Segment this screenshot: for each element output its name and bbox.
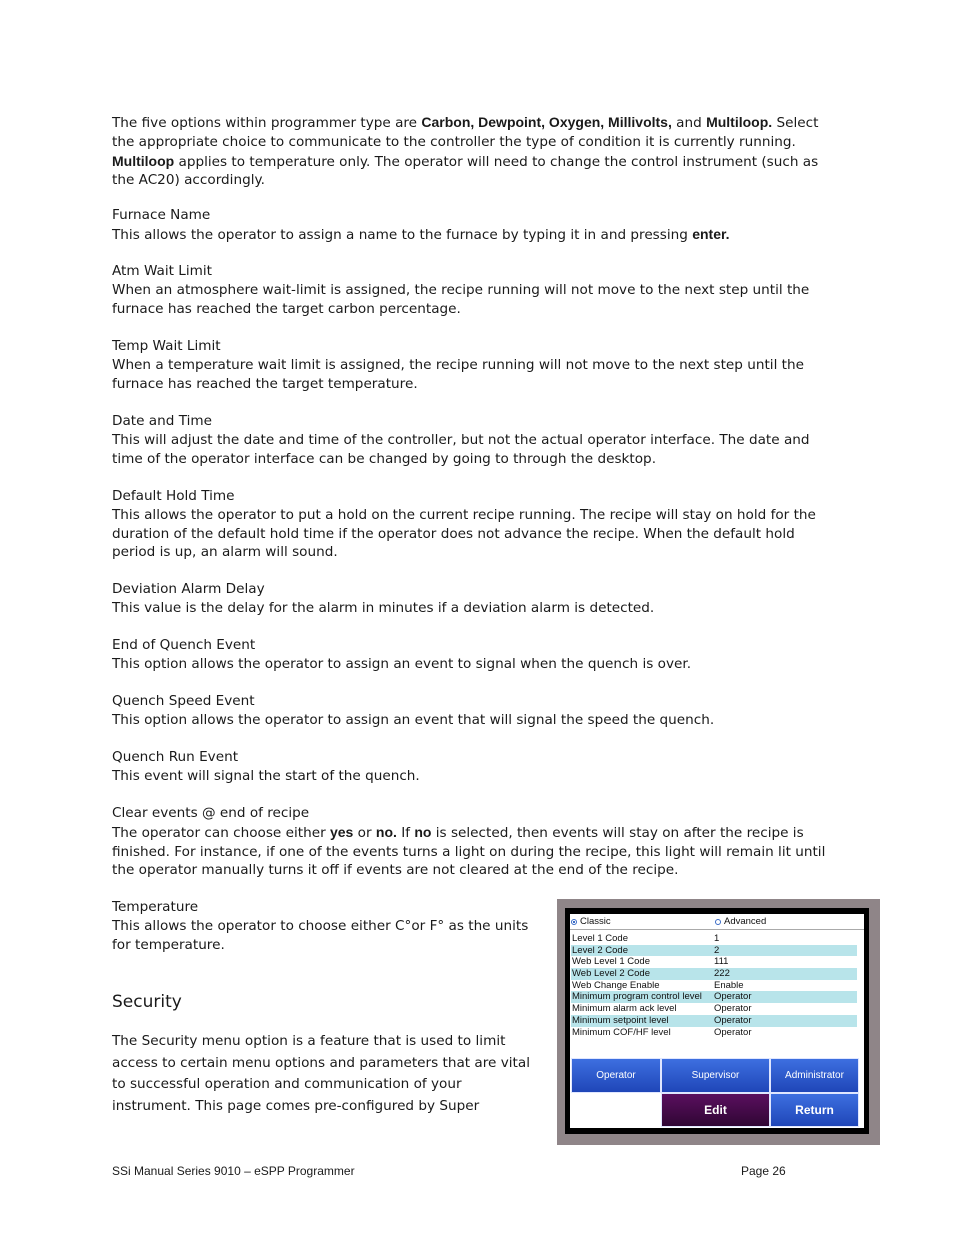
intro-text-4: applies to temperature only. The operator will need to change the control instrument (such as the AC20) accordingly. (112, 153, 819, 189)
section-title: Quench Speed Event (112, 693, 255, 709)
intro-text-1: The five options within programmer type are (112, 115, 422, 131)
row-label: Web Level 2 Code (572, 968, 650, 980)
table-row[interactable] (571, 991, 857, 1003)
section-title: Furnace Name (112, 207, 211, 223)
radio-classic[interactable] (571, 916, 611, 927)
row-value: Operator (714, 991, 752, 1003)
section-text: This option allows the operator to assign an event that will signal the speed the quench. (112, 711, 715, 728)
administrator-button[interactable]: Administrator (770, 1058, 859, 1093)
table-row[interactable] (571, 933, 857, 945)
screen-bezel (565, 908, 869, 1134)
security-text: The Security menu option is a feature that is used to limit access to certain menu options and parameters that are vital to successful operation and communication of your instrument. This page comes pre-configured by Super (112, 1033, 530, 1114)
section-text: This option allows the operator to assign an event to signal when the quench is over. (112, 655, 692, 672)
section-text-3: If (396, 824, 415, 841)
row-label: Level 2 Code (572, 944, 628, 956)
radio-classic-label: Classic (580, 916, 611, 927)
security-screenshot (557, 899, 880, 1145)
table-row[interactable] (571, 1027, 857, 1039)
no-term-2: no (414, 823, 432, 840)
footer-title: SSi Manual Series 9010 – eSPP Programmer (112, 1164, 355, 1178)
section-text-4: is selected, then events will stay on after the recipe is finished. For instance, if one of the events turns a light on during the recipe, this light will remain lit until the operator manually turns it off if events are not cleared at the end of the recipe. (112, 824, 826, 879)
security-heading: Security (112, 992, 182, 1012)
section-text-2: or (353, 824, 376, 841)
row-label: Minimum COF/HF level (572, 1026, 671, 1038)
row-value: 111 (714, 956, 729, 968)
radio-advanced-label: Advanced (724, 916, 767, 927)
section-text-1: The operator can choose either (112, 824, 330, 841)
row-label: Minimum setpoint level (572, 1014, 669, 1026)
section-text: This allows the operator to assign a name to the furnace by typing it in and pressing (112, 226, 693, 243)
table-row[interactable] (571, 956, 857, 968)
section-title: Deviation Alarm Delay (112, 581, 265, 597)
row-value: 2 (714, 944, 720, 956)
enter-term: enter. (692, 225, 730, 242)
operator-button[interactable]: Operator (571, 1058, 661, 1093)
section-text: This value is the delay for the alarm in minutes if a deviation alarm is detected. (112, 599, 655, 616)
page-number: Page 26 (741, 1164, 786, 1178)
section-furnace-name (112, 206, 842, 245)
return-button[interactable]: Return (770, 1093, 859, 1127)
section-title: End of Quench Event (112, 637, 256, 653)
row-value: 222 (714, 968, 730, 980)
section-text: This allows the operator to choose either C°or F° as the units for temperature. (112, 917, 529, 953)
supervisor-button[interactable]: Supervisor (661, 1058, 770, 1093)
table-row[interactable] (571, 980, 857, 992)
section-quench-speed (112, 692, 842, 730)
table-row[interactable] (571, 945, 857, 957)
row-label: Web Level 1 Code (572, 956, 650, 968)
intro-text-3: Select the appropriate choice to communicate to the controller the type of condition it is currently running. (112, 115, 819, 150)
section-text: When an atmosphere wait-limit is assigned, the recipe running will not move to the next step until the furnace has reached the target carbon percentage. (112, 281, 810, 317)
multiloop-term: Multiloop. (706, 114, 773, 130)
row-label: Minimum program control level (572, 991, 702, 1003)
yes-term: yes (329, 823, 354, 840)
section-title: Default Hold Time (112, 488, 235, 504)
intro-text-2: and (671, 115, 707, 131)
section-temperature (112, 898, 542, 954)
table-row[interactable] (571, 1003, 857, 1015)
section-text: This event will signal the start of the quench. (112, 767, 420, 784)
section-title: Quench Run Event (112, 749, 239, 765)
intro-paragraph (112, 113, 842, 190)
mode-radio-group (570, 914, 864, 930)
section-title: Temp Wait Limit (112, 338, 221, 354)
radio-unselected-icon (715, 919, 721, 925)
radio-selected-icon (571, 919, 577, 925)
row-value: Enable (714, 979, 744, 991)
table-row[interactable] (571, 968, 857, 980)
row-value: Operator (714, 1014, 752, 1026)
row-value: 1 (714, 933, 720, 944)
table-row[interactable] (571, 1015, 857, 1027)
section-text: When a temperature wait limit is assigned, the recipe running will not move to the next step until the furnace has reached the target temperature. (112, 356, 804, 392)
row-label: Level 1 Code (572, 933, 628, 944)
row-label: Minimum alarm ack level (572, 1003, 677, 1015)
section-deviation-alarm-delay (112, 580, 842, 618)
section-end-of-quench (112, 636, 842, 674)
section-title: Atm Wait Limit (112, 263, 212, 279)
section-title: Date and Time (112, 413, 212, 429)
no-term: no. (375, 823, 397, 840)
button-bar (571, 1058, 860, 1127)
section-atm-wait-limit (112, 262, 842, 318)
edit-button[interactable]: Edit (661, 1093, 770, 1127)
row-value: Operator (714, 1003, 752, 1015)
security-screen (570, 914, 864, 1128)
row-value: Operator (714, 1026, 752, 1038)
section-date-time (112, 412, 842, 468)
row-label: Web Change Enable (572, 979, 660, 991)
multiloop-term-2: Multiloop (112, 152, 175, 169)
programmer-types: Carbon, Dewpoint, Oxygen, Millivolts, (421, 114, 672, 130)
radio-advanced[interactable] (715, 916, 766, 927)
section-title: Temperature (112, 899, 199, 915)
security-table (571, 933, 857, 1038)
section-text: This allows the operator to put a hold on the current recipe running. The recipe will stay on hold for the duration of the default hold time if the operator does not advance the recipe. When the default hold period is up, an alarm will sound. (112, 506, 816, 561)
section-clear-events (112, 804, 842, 880)
section-quench-run (112, 748, 842, 786)
section-title: Clear events @ end of recipe (112, 805, 310, 821)
section-default-hold-time (112, 487, 842, 562)
section-text: This will adjust the date and time of the controller, but not the actual operator interface. The date and time of the operator interface can be changed by going to through the desktop. (112, 431, 810, 467)
section-temp-wait-limit (112, 337, 842, 393)
